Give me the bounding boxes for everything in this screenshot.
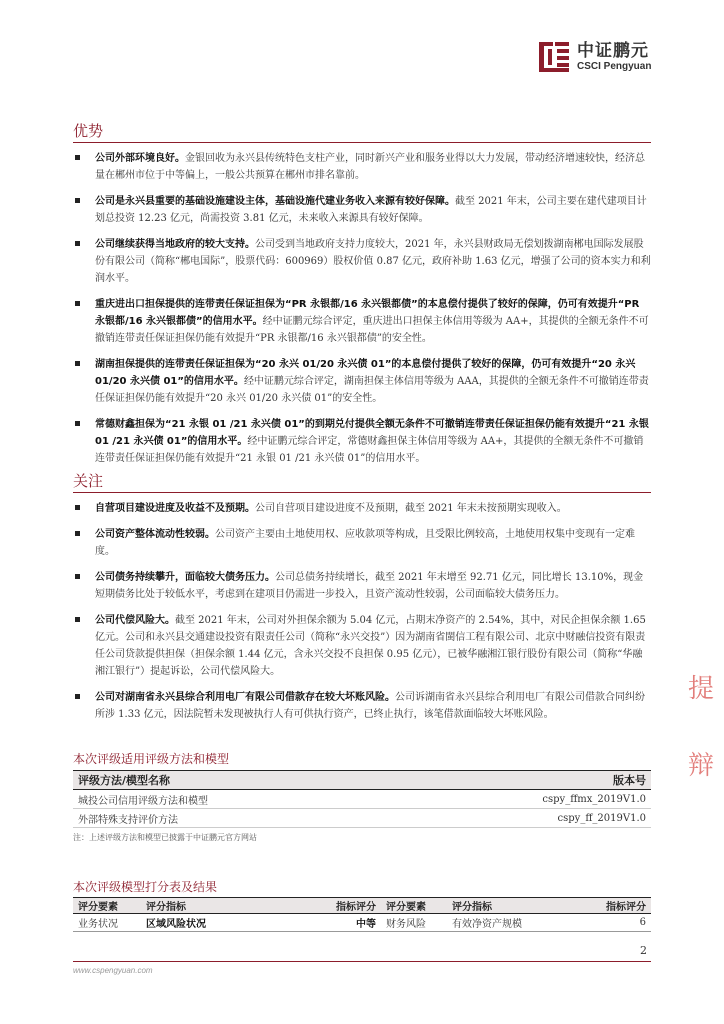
company-logo: [537, 40, 651, 74]
item-lead: 公司债务持续攀升，面临较大债务压力。: [95, 572, 275, 583]
footer-url: www.cspengyuan.com: [73, 966, 153, 975]
item-text: 截至 2021 年末，公司对外担保余额为 5.04 亿元，占期末净资产的 2.54%，其中，对民企担保余额 1.65 亿元。公司和永兴县交通建设投资有限责任公司（简称“永兴交投”）因为湖南省閩信工程有限公司、北京中财融信投资有限责任公司贷款提供担保（担保余额 1.44 亿元，含永兴交投不良担保 0.95 亿元），已被华融湘江银行股份有限公司（简称“华融湘江银行”）提起诉讼，公司代偿风险大。: [95, 615, 646, 677]
method-version: cspy_ffmx_2019V1.0: [392, 790, 651, 809]
concerns-list: [73, 500, 651, 732]
list-item: [73, 150, 651, 184]
logo-mark-icon: [537, 40, 571, 74]
bullet-icon: [75, 301, 80, 306]
item-text: 公司自营项目建设进度不及预期，截至 2021 年末未按预期实现收入。: [255, 503, 567, 514]
item-text: 金银回收为永兴县传统特色支柱产业，同时新兴产业和服务业得以大力发展，带动经济增速较快，经济总量在郴州市位于中等偏上，一般公共预算在郴州市排名靠前。: [95, 153, 645, 181]
bullet-icon: [75, 531, 80, 536]
advantages-title: 优势: [73, 122, 104, 140]
score-value: 6: [577, 914, 651, 932]
scores-header: 指标评分: [311, 898, 381, 914]
item-lead: 公司对湖南省永兴县综合利用电厂有限公司借款存在较大坏账风险。: [95, 692, 395, 703]
method-version: cspy_ff_2019V1.0: [392, 809, 651, 828]
scores-table: [73, 897, 651, 932]
advantages-list: [73, 150, 651, 476]
methods-title: 本次评级适用评级方法和模型: [73, 752, 230, 766]
score-factor: 业务状况: [73, 914, 141, 932]
bullet-icon: [75, 574, 80, 579]
table-row: [73, 809, 651, 828]
item-lead: 湖南担保提供的连带责任保证担保为“20 永兴 01/20 永兴债 01”的本息偿付提供了较好的保障，仍可有效提升“20 永兴 01/20 永兴债 01”的信用水平。: [95, 359, 636, 387]
score-value: 中等: [311, 914, 381, 932]
item-lead: 公司是永兴县重要的基础设施建设主体，基础设施代建业务收入来源有较好保障。: [95, 196, 455, 207]
item-text: 经中证鹏元综合评定，重庆进出口担保主体信用等级为 AA+，其提供的全额无条件不可撤销连带责任保证担保仍能有效提升“PR 永银都/16 永兴银都债”的安全性。: [95, 316, 649, 344]
concerns-rule: [73, 492, 651, 493]
methods-note: 注：上述评级方法和模型已披露于中证鹏元官方网站: [73, 833, 257, 842]
bullet-icon: [75, 361, 80, 366]
list-item: [73, 612, 651, 680]
scores-header: 指标评分: [577, 898, 651, 914]
page-number: 2: [640, 944, 647, 957]
list-item: [73, 689, 651, 723]
scores-header-row: [73, 898, 651, 914]
item-lead: 自营项目建设进度及收益不及预期。: [95, 503, 255, 514]
list-item: [73, 500, 651, 517]
methods-header-name: 评级方法/模型名称: [73, 771, 392, 790]
bullet-icon: [75, 617, 80, 622]
stamp-fragment-top: 提: [688, 674, 715, 704]
score-indicator: 区域风险状况: [141, 914, 311, 932]
list-item: [73, 416, 651, 467]
list-item: [73, 236, 651, 287]
logo-text-cn: 中证鹏元: [577, 41, 649, 61]
method-name: 城投公司信用评级方法和模型: [73, 790, 392, 809]
footer-rule: [73, 961, 651, 962]
scores-title: 本次评级模型打分表及结果: [73, 880, 218, 894]
list-item: [73, 356, 651, 407]
bullet-icon: [75, 694, 80, 699]
item-text: 经中证鹏元综合评定，常德财鑫担保主体信用等级为 AA+，其提供的全额无条件不可撤销连带责任保证担保仍能有效提升“21 永银 01 /21 永兴债 01”的信用水平。: [95, 436, 644, 464]
item-text: 公司诉湖南省永兴县综合利用电厂有限公司借款合同纠纷所涉 1.33 亿元，因法院暂未发现被执行人有可供执行资产，已终止执行，该笔借款面临较大坏账风险。: [95, 692, 645, 720]
scores-header: 评分指标: [447, 898, 577, 914]
advantages-rule: [73, 142, 651, 143]
scores-header: 评分要素: [381, 898, 447, 914]
bullet-icon: [75, 241, 80, 246]
bullet-icon: [75, 198, 80, 203]
list-item: [73, 193, 651, 227]
list-item: [73, 296, 651, 347]
logo-text-en: CSCI Pengyuan: [577, 61, 652, 72]
methods-header-version: 版本号: [392, 771, 651, 790]
item-lead: 公司外部环境良好。: [95, 153, 185, 164]
item-text: 公司资产主要由土地使用权、应收款项等构成，且受限比例较高，土地使用权集中变现有一定难度。: [95, 529, 635, 557]
methods-table: [73, 770, 651, 828]
table-row: [73, 790, 651, 809]
score-indicator: 有效净资产规模: [447, 914, 577, 932]
scores-header: 评分指标: [141, 898, 311, 914]
item-lead: 公司代偿风险大。: [95, 615, 175, 626]
item-lead: 公司继续获得当地政府的较大支持。: [95, 239, 255, 250]
bullet-icon: [75, 155, 80, 160]
item-text: 经中证鹏元综合评定，湖南担保主体信用等级为 AAA，其提供的全额无条件不可撤销连带责任保证担保仍能有效提升“20 永兴 01/20 永兴债 01”的安全性。: [95, 376, 649, 404]
item-lead: 公司资产整体流动性较弱。: [95, 529, 215, 540]
item-text: 公司总债务持续增长，截至 2021 年末增至 92.71 亿元，同比增长 13.10%，现金短期债务比处于较低水平，考虑到在建项目仍需进一步投入，且资产流动性较弱，公司面临较大债务压力。: [95, 572, 644, 600]
stamp-fragment-bottom: 辩: [688, 751, 715, 781]
item-lead: 常德财鑫担保为“21 永银 01 /21 永兴债 01”的到期兑付提供全额无条件不可撤销连带责任保证担保仍能有效提升“21 永银 01 /21 永兴债 01”的信用水平。: [95, 419, 649, 447]
bullet-icon: [75, 421, 80, 426]
list-item: [73, 526, 651, 560]
scores-header: 评分要素: [73, 898, 141, 914]
methods-header-row: [73, 771, 651, 790]
concerns-title: 关注: [73, 472, 104, 490]
table-row: [73, 914, 651, 932]
score-factor: 财务风险: [381, 914, 447, 932]
item-text: 截至 2021 年末，公司主要在建代建项目计划总投资 12.23 亿元，尚需投资 3.81 亿元，未来收入来源具有较好保障。: [95, 196, 647, 224]
bullet-icon: [75, 505, 80, 510]
item-text: 公司受到当地政府支持力度较大，2021 年，永兴县财政局无偿划拨湖南郴电国际发展股份有限公司（简称“郴电国际”，股票代码：600969）股权价值 0.87 亿元，政府补助 1.63 亿元，增强了公司的资本实力和利润水平。: [95, 239, 651, 284]
list-item: [73, 569, 651, 603]
item-lead: 重庆进出口担保提供的连带责任保证担保为“PR 永银都/16 永兴银都债”的本息偿付提供了较好的保障，仍可有效提升“PR 永银都/16 永兴银都债”的信用水平。: [95, 299, 640, 327]
method-name: 外部特殊支持评价方法: [73, 809, 392, 828]
